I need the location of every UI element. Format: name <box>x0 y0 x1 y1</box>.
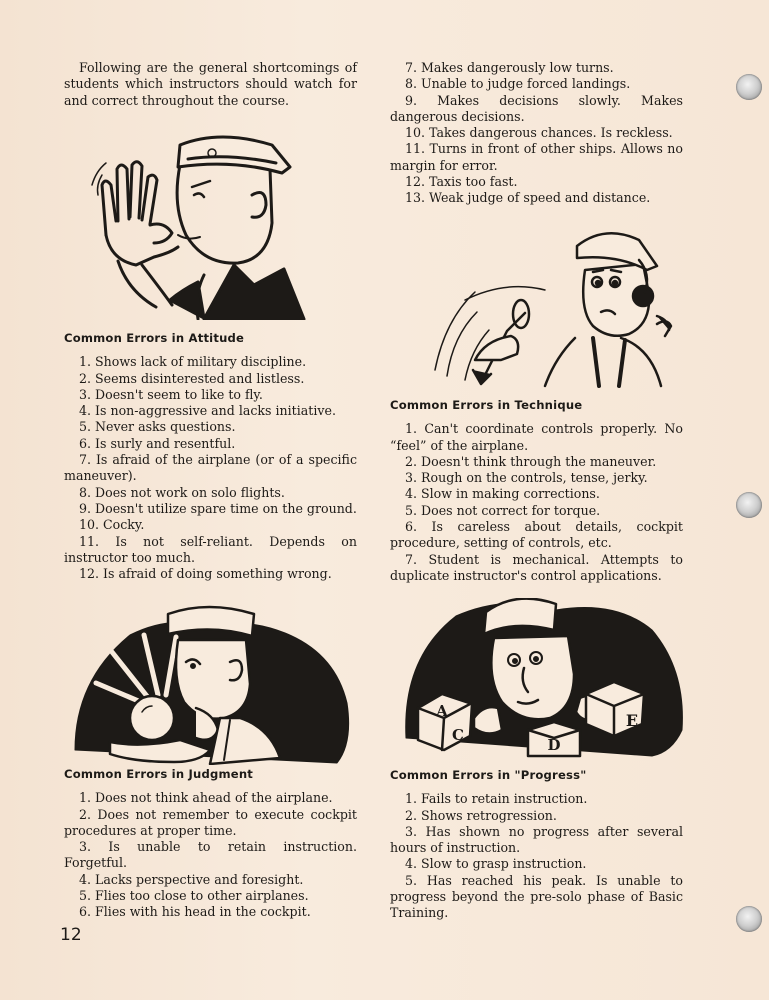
technique-list <box>390 421 683 584</box>
judgment-heading: Common Errors in Judgment <box>64 767 254 781</box>
block-letter: C <box>452 726 464 744</box>
alphabet-blocks-cadet-illustration <box>400 598 685 760</box>
list-item: 7. Makes dangerously low turns. <box>405 60 614 75</box>
list-item: 4. Slow in making corrections. <box>405 486 600 502</box>
list-item: 10. Takes dangerous chances. Is reckless. <box>405 125 673 141</box>
progress-section <box>390 767 683 922</box>
list-item: 7. Is afraid of the airplane (or of a specific maneuver). <box>64 452 357 484</box>
list-item: 3. Doesn't seem to like to fly. <box>79 386 263 402</box>
list-item: 6. Flies with his head in the cockpit. <box>79 904 311 920</box>
list-item: 10. Cocky. <box>79 517 145 533</box>
list-item: 2. Seems disinterested and listless. <box>79 370 305 386</box>
pilot-at-controls-illustration <box>425 220 680 388</box>
attitude-heading: Common Errors in Attitude <box>64 331 245 345</box>
block-letter: E <box>625 711 639 730</box>
technique-section <box>390 397 683 584</box>
binder-hole <box>736 74 762 100</box>
list-item: 9. Makes decisions slowly. Makes dangerous decisions. <box>390 92 683 124</box>
judgment-list <box>64 790 357 920</box>
list-item: 8. Unable to judge forced landings. <box>405 76 631 92</box>
list-item: 3. Rough on the controls, tense, jerky. <box>405 470 648 486</box>
list-item: 5. Flies too close to other airplanes. <box>79 888 309 904</box>
attitude-continued-section <box>390 60 683 207</box>
list-item: 12. Is afraid of doing something wrong. <box>79 566 332 582</box>
intro-paragraph: Following are the general shortcomings of students which instructors should watch for and correct throughout the course. <box>64 60 357 108</box>
page-number: 12 <box>60 925 82 945</box>
list-item: 11. Turns in front of other ships. Allows no margin for error. <box>390 141 683 173</box>
left-column <box>64 60 357 109</box>
list-item: 5. Never asks questions. <box>79 419 236 435</box>
attitude-continued-list <box>390 60 683 207</box>
list-item: 2. Shows retrogression. <box>405 807 557 823</box>
list-item: 7. Student is mechanical. Attempts to duplicate instructor's control applications. <box>390 551 683 583</box>
list-item: 2. Doesn't think through the maneuver. <box>405 453 657 469</box>
block-letter: D <box>547 736 561 754</box>
list-item: 1. Can't coordinate controls properly. No “feel” of the airplane. <box>390 421 683 453</box>
list-item: 6. Is careless about details, cockpit procedure, setting of controls, etc. <box>390 519 683 551</box>
progress-heading: Common Errors in "Progress" <box>390 768 587 782</box>
progress-list <box>390 791 683 921</box>
judgment-section <box>64 766 357 921</box>
list-item: 4. Is non-aggressive and lacks initiative. <box>79 403 336 419</box>
list-item: 11. Is not self-reliant. Depends on instructor too much. <box>64 533 357 565</box>
list-item: 2. Does not remember to execute cockpit procedures at proper time. <box>64 806 357 838</box>
thumbing-nose-cadet-illustration <box>84 125 320 320</box>
block-letter: A <box>436 702 448 720</box>
list-item: 8. Does not work on solo flights. <box>79 484 285 500</box>
list-item: 4. Lacks perspective and foresight. <box>79 871 304 887</box>
list-item: 1. Does not think ahead of the airplane. <box>79 790 333 806</box>
binder-hole <box>736 906 762 932</box>
list-item: 12. Taxis too fast. <box>405 174 518 190</box>
list-item: 1. Fails to retain instruction. <box>405 791 588 807</box>
list-item: 3. Is unable to retain instruction. Forgetful. <box>64 839 357 871</box>
list-item: 13. Weak judge of speed and distance. <box>405 190 651 206</box>
crystal-ball-cadet-illustration <box>70 600 355 765</box>
list-item: 5. Has reached his peak. Is unable to progress beyond the pre-solo phase of Basic Training. <box>390 872 683 921</box>
list-item: 9. Doesn't utilize spare time on the ground. <box>79 500 357 516</box>
technique-heading: Common Errors in Technique <box>390 398 583 412</box>
attitude-section <box>64 330 357 582</box>
list-item: 1. Shows lack of military discipline. <box>79 354 307 370</box>
binder-hole <box>736 492 762 518</box>
list-item: 5. Does not correct for torque. <box>405 502 601 518</box>
list-item: 3. Has shown no progress after several hours of instruction. <box>390 823 683 856</box>
list-item: 4. Slow to grasp instruction. <box>405 856 587 872</box>
list-item: 6. Is surly and resentful. <box>79 435 236 451</box>
attitude-list <box>64 354 357 582</box>
